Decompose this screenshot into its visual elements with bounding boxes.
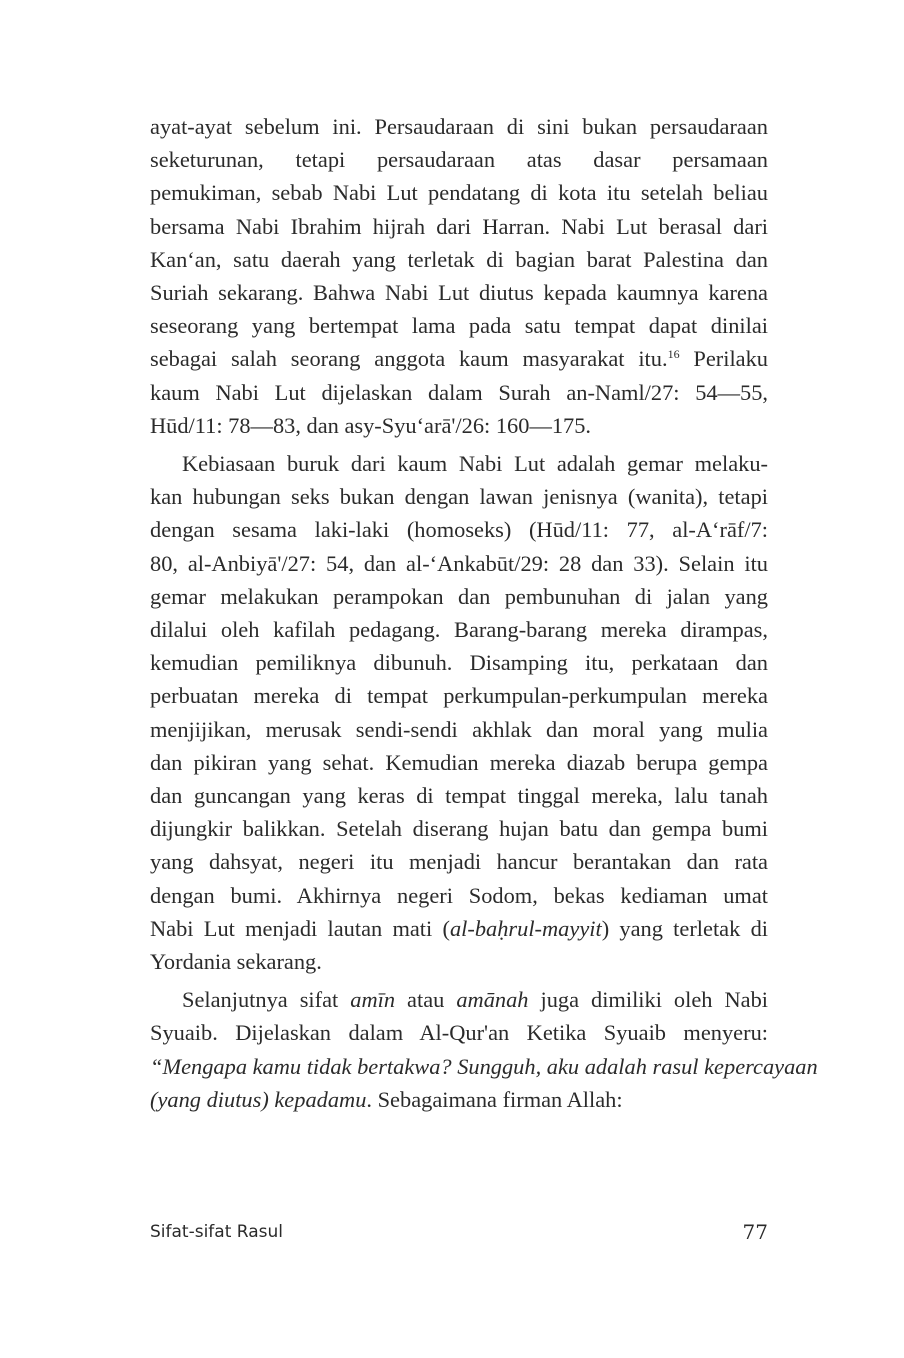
paragraph-1: [150, 110, 768, 442]
text-line: dengan sesama laki-laki (homoseks) (Hūd/11: 77, al-A‘rāf/7:: [150, 517, 768, 543]
running-footer-title: Sifat-sifat Rasul: [150, 1222, 283, 1242]
text-line: Suriah sekarang. Bahwa Nabi Lut diutus kepada kaumnya karena: [150, 280, 768, 306]
body-text: [150, 110, 818, 1121]
text-span: juga dimiliki oleh Nabi: [528, 987, 768, 1013]
page-number: 77: [742, 1220, 768, 1244]
text-line: dilalui oleh kafilah pedagang. Barang-barang mereka dirampas,: [150, 617, 768, 643]
text-line: Syuaib. Dijelaskan dalam Al-Qur'an Ketika Syuaib menyeru:: [150, 1020, 768, 1046]
text-line: seseorang yang bertempat lama pada satu tempat dapat dinilai: [150, 313, 768, 339]
text-line: ayat-ayat sebelum ini. Persaudaraan di sini bukan persaudaraan: [150, 114, 768, 139]
italic-term: amānah: [456, 987, 529, 1013]
text-span: . Sebagaimana firman Allah:: [366, 1086, 623, 1112]
italic-term: al-baḥrul-mayyit: [449, 915, 602, 941]
text-span: ) yang terletak di: [601, 915, 768, 941]
text-line: Yordania sekarang.: [150, 949, 322, 975]
text-line-footnote: [150, 342, 768, 375]
text-line: perbuatan mereka di tempat perkumpulan-perkumpulan mereka: [150, 683, 768, 709]
text-line: dijungkir balikkan. Setelah diserang hujan batu dan gempa bumi: [150, 816, 768, 842]
text-line: dengan bumi. Akhirnya negeri Sodom, bekas kediaman umat: [150, 882, 768, 908]
text-line: [150, 1083, 768, 1116]
text-span: sebagai salah seorang anggota kaum masyarakat itu.: [150, 346, 668, 372]
text-line: yang dahsyat, negeri itu menjadi hancur berantakan dan rata: [150, 849, 768, 875]
text-line: seketurunan, tetapi persaudaraan atas dasar persamaan: [150, 147, 768, 173]
text-span: Selanjutnya sifat: [182, 987, 351, 1013]
paragraph-2: [150, 447, 768, 978]
quote-text: “Mengapa kamu tidak bertakwa? Sungguh, aku adalah rasul kepercayaan: [150, 1053, 818, 1079]
paragraph-3: [150, 983, 818, 1116]
text-line-italic-term: [150, 912, 768, 945]
text-line: gemar melakukan perampokan dan pembunuhan di jalan yang: [150, 583, 768, 609]
text-line: kan hubungan seks bukan dengan lawan jenisnya (wanita), tetapi: [150, 484, 768, 510]
text-line: Kan‘an, satu daerah yang terletak di bagian barat Palestina dan: [150, 246, 768, 272]
quote-text: (yang diutus) kepadamu: [150, 1086, 367, 1112]
footnote-marker[interactable]: 16: [667, 347, 680, 362]
text-line: kaum Nabi Lut dijelaskan dalam Surah an-Naml/27: 54—55,: [150, 379, 768, 405]
italic-term: amīn: [350, 987, 396, 1013]
text-line: [150, 983, 768, 1016]
text-line: bersama Nabi Ibrahim hijrah dari Harran. Nabi Lut berasal dari: [150, 213, 768, 239]
text-span: Nabi Lut menjadi lautan mati (: [150, 915, 450, 941]
quote-line: [150, 1050, 818, 1083]
text-span: atau: [395, 987, 457, 1013]
text-line: Hūd/11: 78—83, dan asy-Syu‘arā'/26: 160—175.: [150, 412, 592, 438]
text-span: Perilaku: [679, 346, 769, 372]
text-line: pemukiman, sebab Nabi Lut pendatang di kota itu setelah beliau: [150, 180, 768, 206]
text-line: dan pikiran yang sehat. Kemudian mereka diazab berupa gempa: [150, 749, 768, 775]
text-line: kemudian pemiliknya dibunuh. Disamping itu, perkataan dan: [150, 650, 768, 676]
text-line: menjijikan, merusak sendi-sendi akhlak dan moral yang mulia: [150, 716, 768, 742]
text-line: dan guncangan yang keras di tempat tinggal mereka, lalu tanah: [150, 783, 768, 809]
text-line: Kebiasaan buruk dari kaum Nabi Lut adalah gemar melaku-: [182, 451, 768, 477]
text-line: 80, al-Anbiyā'/27: 54, dan al-‘Ankabūt/29: 28 dan 33). Selain itu: [150, 550, 768, 576]
